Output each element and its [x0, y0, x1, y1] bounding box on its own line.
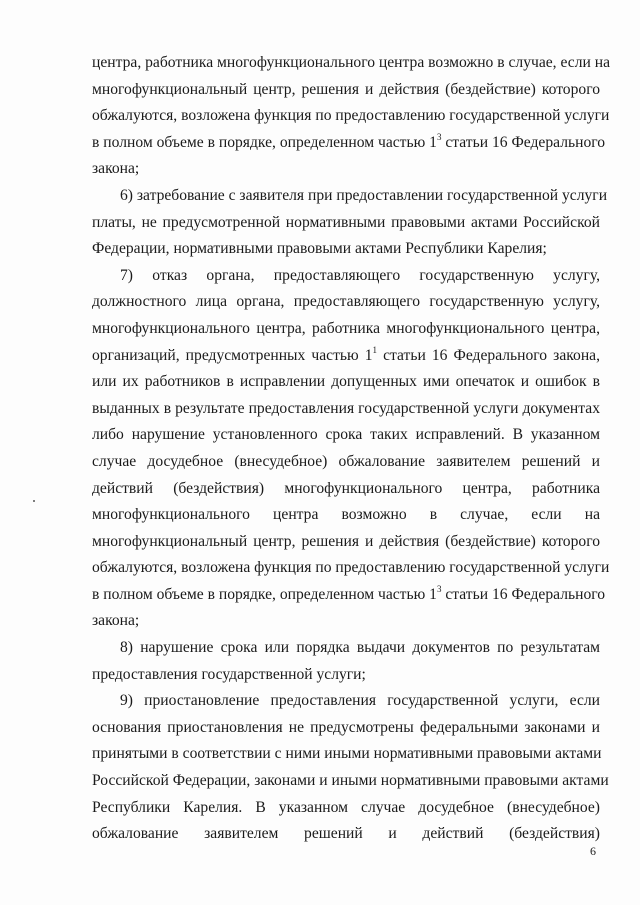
text-line: многофункциональный центр, решения и действия (бездействие) которого	[92, 80, 600, 98]
text-line: закона;	[92, 160, 140, 178]
text-line: принятыми в соответствии с ними иными нормативными правовыми актами	[92, 745, 602, 763]
text-fragment: организаций, предусмотренных частью 1	[92, 346, 373, 364]
text-line: многофункционального центра возможно в случае, если на	[92, 506, 600, 524]
text-line: предоставления государственной услуги;	[92, 665, 366, 683]
text-line: выданных в результате предоставления государственной услуги документах	[92, 399, 600, 417]
text-line: закона;	[92, 612, 140, 630]
text-fragment: в полном объеме в порядке, определенном частью 1	[92, 585, 437, 603]
text-fragment: статьи 16 Федерального	[441, 133, 606, 151]
text-line	[92, 130, 606, 157]
superscript: 1	[372, 344, 378, 355]
text-fragment: в полном объеме в порядке, определенном частью 1	[92, 133, 437, 151]
text-line: центра, работника многофункционального центра возможно в случае, если на	[92, 54, 610, 71]
text-line: 9) приостановление предоставления государственной услуги, если	[120, 692, 600, 710]
text-line: либо нарушение установленного срока таких исправлений. В указанном	[92, 426, 600, 444]
text-line: должностного лица органа, предоставляющего государственную услугу,	[92, 293, 600, 311]
text-line	[92, 582, 606, 609]
text-line: обжалуются, возложена функция по предоставлению государственной услуги	[92, 559, 610, 577]
paragraph-continuation	[92, 50, 610, 183]
superscript: 3	[436, 583, 442, 594]
text-line: 8) нарушение срока или порядка выдачи документов по результатам	[120, 639, 600, 657]
document-body	[92, 50, 610, 848]
text-line: Федерации, нормативными правовыми актами Республики Карелия;	[92, 240, 547, 258]
list-item-9	[92, 688, 609, 848]
text-line: основания приостановления не предусмотрены федеральными законами и	[92, 718, 600, 736]
superscript: 3	[436, 131, 442, 142]
text-line: случае досудебное (внесудебное) обжалование заявителем решений и	[92, 452, 600, 470]
text-line: многофункциональный центр, решения и действия (бездействие) которого	[92, 532, 600, 550]
text-line: Республики Карелия. В указанном случае досудебное (внесудебное)	[92, 798, 600, 816]
text-fragment: статьи 16 Федерального закона,	[377, 346, 600, 364]
text-line: Российской Федерации, законами и иными нормативными правовыми актами	[92, 772, 609, 790]
text-line	[92, 343, 600, 370]
list-item-8	[92, 635, 600, 688]
scan-artifact-dot	[33, 500, 35, 502]
text-line: действий (бездействия) многофункционального центра, работника	[92, 479, 600, 497]
list-item-7	[92, 263, 610, 635]
text-line: 6) затребование с заявителя при предоставлении государственной услуги	[120, 186, 608, 204]
text-line: или их работников в исправлении допущенных ими опечаток и ошибок в	[92, 373, 600, 391]
text-line: обжалуются, возложена функция по предоставлению государственной услуги	[92, 107, 610, 125]
text-line: платы, не предусмотренной нормативными правовыми актами Российской	[92, 213, 600, 231]
text-line: обжалование заявителем решений и действий (бездействия)	[92, 825, 600, 843]
text-fragment: статьи 16 Федерального	[441, 585, 606, 603]
page-number: 6	[590, 844, 596, 858]
list-item-6	[92, 183, 608, 263]
text-line: многофункционального центра, работника многофункционального центра,	[92, 319, 600, 337]
text-line: 7) отказ органа, предоставляющего государственную услугу,	[120, 266, 600, 284]
